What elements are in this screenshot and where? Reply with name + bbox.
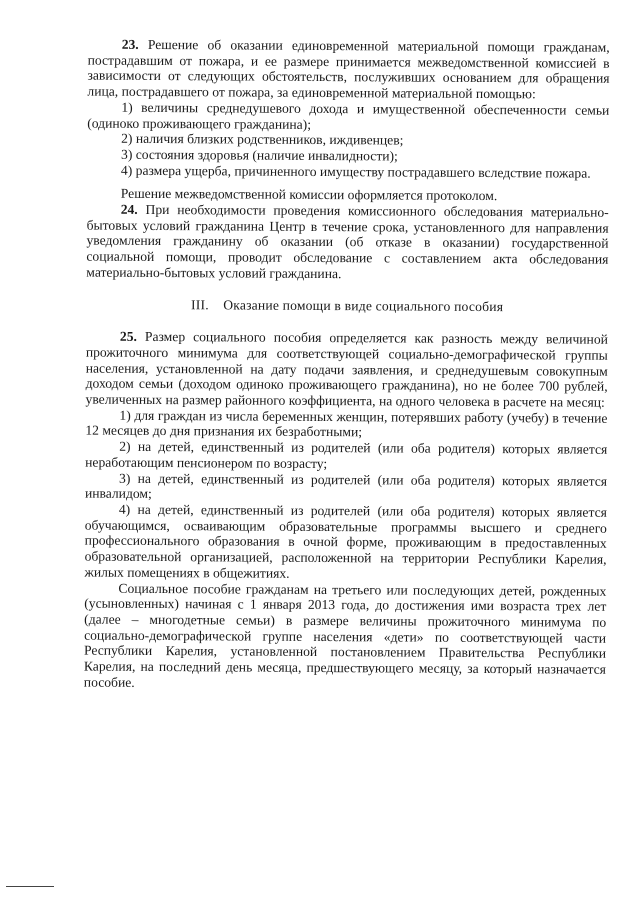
list-item: 2) на детей, единственный из родителей (или оба родителя) которых является неработающим пенсионером по возрасту;	[85, 438, 608, 471]
list-item: 3) состояния здоровья (наличие инвалидности);	[121, 146, 398, 164]
paragraph-closing: Решение межведомственной комиссии оформляется протоколом.	[120, 186, 498, 204]
section-title: Оказание помощи в виде социального пособия	[223, 296, 504, 314]
paragraph-number: 23.	[121, 36, 139, 52]
paragraph-25	[86, 329, 608, 411]
list-item: 3) на детей, единственный из родителей (или оба родителя) которых является инвалидом;	[84, 470, 608, 502]
paragraph-23	[87, 37, 609, 103]
section-heading	[86, 296, 608, 315]
list-item: 4) размера ущерба, причиненного имуществу пострадавшего вследствие пожара.	[120, 162, 591, 181]
paragraph-number: 25.	[119, 329, 137, 345]
paragraph-text: Решение об оказании единовременной материальной помощи гражданам, пострадавшим от пожара, и ее размере принимается межведомственной комиссией в зависимости от следующих обстоятельств, послуживших основанием для обращения лица, пострадавшего от пожара, за единовременной материальной помощью:	[87, 36, 610, 102]
list-item: 4) на детей, единственный из родителей (или оба родителя) которых является обучающимся, осваивающим образовательные программы высшего и среднего профессионального образования в очной форме, проживающим в предоставленных образовательной организацией, расположенной на территории Республики Карелия, жилых помещениях в общежитиях.	[84, 501, 607, 581]
list-item: 1) величины среднедушевого дохода и имущественной обеспеченности семьи (одиноко проживающего гражданина);	[87, 99, 610, 132]
section-number: III.	[191, 296, 209, 312]
footnote-divider	[6, 886, 54, 887]
paragraph-closing: Социальное пособие гражданам на третьего или последующих детей, рожденных (усыновленных) начиная с 1 января 2013 года, до достижения ими возраста трех лет (далее – многодетные семьи) в размере величины прожиточного минимума по социально-демографической группе населения «дети» по соответствующей части Республики Карелия, установленной постановлением Правительства Республики Карелия, на последний день месяца, предшествующего месяцу, за который назначается пособие.	[83, 580, 607, 690]
paragraph-24	[86, 202, 608, 284]
paragraph-number: 24.	[120, 201, 138, 217]
paragraph-text: Размер социального пособия определяется как разность между величиной прожиточного минимума для соответствующей социально-демографической группы населения, установленной на дату подачи заявления, и среднедушевым совокупным доходом семьи (доходом одиноко проживающего гражданина), но не более 700 рублей, увеличенных на размер районного коэффициента, на одного человека в расчете на месяц:	[85, 329, 608, 410]
list-item: 2) наличия близких родственников, иждивенцев;	[121, 131, 404, 148]
list-item: 1) для граждан из числа беременных женщин, потерявших работу (учебу) в течение 12 месяцев до дня признания их безработными;	[85, 407, 608, 440]
paragraph-text: При необходимости проведения комиссионного обследования материально-бытовых условий гражданина Центр в течение срока, установленного для направления уведомления гражданину об оказании (об отказе в оказании) государственной социальной помощи, проводит обследование с составлением акта обследования материально-бытовых условий гражданина.	[86, 201, 609, 281]
